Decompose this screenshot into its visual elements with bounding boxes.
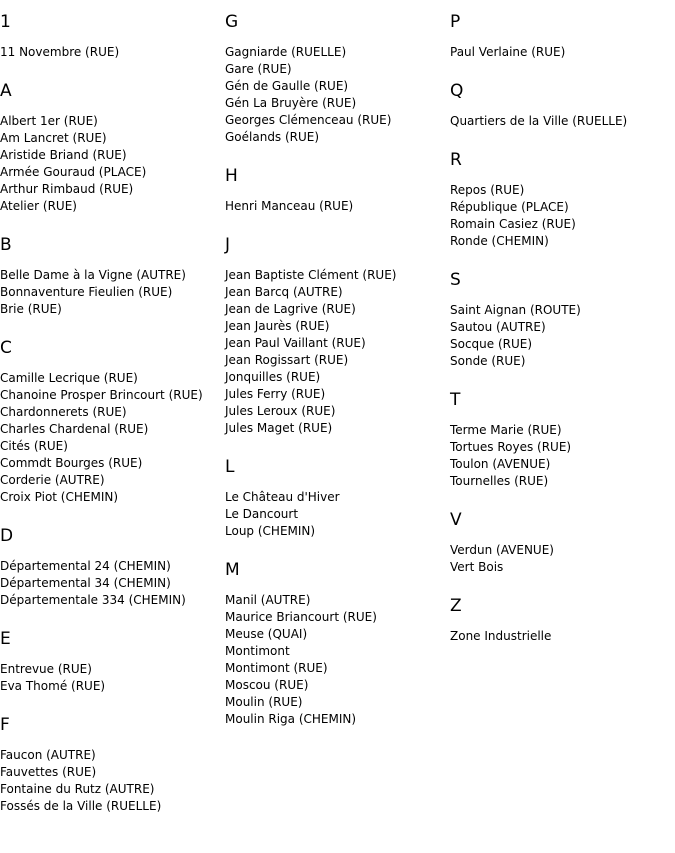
street-link[interactable]: Repos (RUE): [450, 183, 525, 197]
street-link[interactable]: Faucon (AUTRE): [0, 748, 96, 762]
street-link[interactable]: Jean Barcq (AUTRE): [225, 285, 343, 299]
street-link[interactable]: Fauvettes (RUE): [0, 765, 97, 779]
letter-section: [450, 81, 675, 130]
street-link[interactable]: Goélands (RUE): [225, 130, 320, 144]
street-link[interactable]: Départementale 334 (CHEMIN): [0, 593, 186, 607]
street-list: [0, 267, 225, 318]
street-list: [0, 44, 225, 61]
street-list: [450, 422, 675, 490]
street-list: [450, 182, 675, 250]
street-link[interactable]: Camille Lecrique (RUE): [0, 371, 138, 385]
street-link[interactable]: Le Château d'Hiver: [225, 490, 340, 504]
street-link[interactable]: Corderie (AUTRE): [0, 473, 105, 487]
street-link[interactable]: Jean Jaurès (RUE): [225, 319, 330, 333]
street-link[interactable]: Commdt Bourges (RUE): [0, 456, 143, 470]
street-link[interactable]: Meuse (QUAI): [225, 627, 308, 641]
section-letter: H: [225, 166, 238, 186]
letter-section: [225, 235, 450, 437]
street-link[interactable]: Jonquilles (RUE): [225, 370, 321, 384]
street-list: [225, 198, 450, 215]
street-link[interactable]: Départemental 34 (CHEMIN): [0, 576, 171, 590]
street-link[interactable]: Charles Chardenal (RUE): [0, 422, 149, 436]
street-link[interactable]: Am Lancret (RUE): [0, 131, 107, 145]
section-letter: D: [0, 526, 14, 546]
street-link[interactable]: Moscou (RUE): [225, 678, 309, 692]
street-link[interactable]: Tournelles (RUE): [450, 474, 549, 488]
street-link[interactable]: Aristide Briand (RUE): [0, 148, 127, 162]
street-link[interactable]: Gagniarde (RUELLE): [225, 45, 347, 59]
section-letter: E: [0, 629, 11, 649]
section-letter: C: [0, 338, 12, 358]
street-list: [225, 592, 450, 728]
street-link[interactable]: 11 Novembre (RUE): [0, 45, 120, 59]
section-letter: P: [450, 12, 461, 32]
street-link[interactable]: République (PLACE): [450, 200, 569, 214]
street-list: [0, 370, 225, 506]
street-link[interactable]: Eva Thomé (RUE): [0, 679, 106, 693]
letter-section: [0, 338, 225, 506]
street-link[interactable]: Chardonnerets (RUE): [0, 405, 127, 419]
section-letter: L: [225, 457, 235, 477]
letter-section: [450, 12, 675, 61]
street-list: [0, 558, 225, 609]
street-list: [450, 113, 675, 130]
street-link[interactable]: Gare (RUE): [225, 62, 292, 76]
street-list: [450, 44, 675, 61]
street-link[interactable]: Moulin Riga (CHEMIN): [225, 712, 357, 726]
letter-section: [225, 12, 450, 146]
street-link[interactable]: Fossés de la Ville (RUELLE): [0, 799, 162, 813]
street-link[interactable]: Le Dancourt: [225, 507, 299, 521]
street-link[interactable]: Romain Casiez (RUE): [450, 217, 576, 231]
street-link[interactable]: Zone Industrielle: [450, 629, 552, 643]
street-link[interactable]: Arthur Rimbaud (RUE): [0, 182, 134, 196]
street-link[interactable]: Chanoine Prosper Brincourt (RUE): [0, 388, 203, 402]
street-link[interactable]: Jean Rogissart (RUE): [225, 353, 349, 367]
street-link[interactable]: Toulon (AVENUE): [450, 457, 551, 471]
letter-section: [450, 596, 675, 645]
section-letter: A: [0, 81, 12, 101]
index-column: [225, 12, 450, 748]
street-link[interactable]: Jules Leroux (RUE): [225, 404, 336, 418]
section-letter: R: [450, 150, 462, 170]
street-link[interactable]: Jules Maget (RUE): [225, 421, 333, 435]
street-link[interactable]: Terme Marie (RUE): [450, 423, 562, 437]
letter-section: [450, 510, 675, 576]
section-letter: B: [0, 235, 12, 255]
street-link[interactable]: Entrevue (RUE): [0, 662, 92, 676]
street-link[interactable]: Jules Ferry (RUE): [225, 387, 326, 401]
street-link[interactable]: Vert Bois: [450, 560, 504, 574]
street-list: [225, 44, 450, 146]
street-list: [225, 267, 450, 437]
street-link[interactable]: Cités (RUE): [0, 439, 68, 453]
street-link[interactable]: Georges Clémenceau (RUE): [225, 113, 392, 127]
street-link[interactable]: Gén de Gaulle (RUE): [225, 79, 349, 93]
street-link[interactable]: Saint Aignan (ROUTE): [450, 303, 581, 317]
letter-section: [450, 270, 675, 370]
section-letter: F: [0, 715, 10, 735]
section-letter: Z: [450, 596, 462, 616]
street-link[interactable]: Belle Dame à la Vigne (AUTRE): [0, 268, 186, 282]
letter-section: [0, 629, 225, 695]
letter-section: [0, 526, 225, 609]
street-link[interactable]: Moulin (RUE): [225, 695, 303, 709]
street-link[interactable]: Henri Manceau (RUE): [225, 199, 354, 213]
letter-section: [0, 235, 225, 318]
street-link[interactable]: Albert 1er (RUE): [0, 114, 98, 128]
street-list: [450, 628, 675, 645]
letter-section: [225, 166, 450, 215]
section-letter: V: [450, 510, 462, 530]
street-list: [450, 302, 675, 370]
street-list: [0, 661, 225, 695]
street-link[interactable]: Tortues Royes (RUE): [450, 440, 572, 454]
letter-section: [225, 560, 450, 728]
street-link[interactable]: Jean Paul Vaillant (RUE): [225, 336, 366, 350]
street-link[interactable]: Manil (AUTRE): [225, 593, 311, 607]
street-link[interactable]: Départemental 24 (CHEMIN): [0, 559, 171, 573]
street-link[interactable]: Sautou (AUTRE): [450, 320, 546, 334]
index-column: [0, 12, 225, 835]
street-list: [0, 747, 225, 815]
street-link[interactable]: Jean de Lagrive (RUE): [225, 302, 356, 316]
section-letter: Q: [450, 81, 464, 101]
street-link[interactable]: Paul Verlaine (RUE): [450, 45, 566, 59]
street-link[interactable]: Atelier (RUE): [0, 199, 77, 213]
letter-section: [0, 12, 225, 61]
street-link[interactable]: Bonnaventure Fieulien (RUE): [0, 285, 173, 299]
street-link[interactable]: Montimont: [225, 644, 290, 658]
letter-section: [0, 715, 225, 815]
street-link[interactable]: Verdun (AVENUE): [450, 543, 554, 557]
section-letter: T: [450, 390, 461, 410]
street-list: [0, 113, 225, 215]
index-column: [450, 12, 675, 665]
section-letter: M: [225, 560, 240, 580]
letter-section: [0, 81, 225, 215]
street-link[interactable]: Brie (RUE): [0, 302, 62, 316]
street-link[interactable]: Gén La Bruyère (RUE): [225, 96, 357, 110]
section-letter: G: [225, 12, 239, 32]
letter-section: [225, 457, 450, 540]
street-link[interactable]: Loup (CHEMIN): [225, 524, 316, 538]
letter-section: [450, 390, 675, 490]
section-letter: J: [225, 235, 231, 255]
street-list: [450, 542, 675, 576]
street-link[interactable]: Quartiers de la Ville (RUELLE): [450, 114, 628, 128]
street-link[interactable]: Fontaine du Rutz (AUTRE): [0, 782, 155, 796]
street-link[interactable]: Croix Piot (CHEMIN): [0, 490, 119, 504]
section-letter: S: [450, 270, 461, 290]
street-link[interactable]: Ronde (CHEMIN): [450, 234, 549, 248]
street-list: [225, 489, 450, 540]
section-letter: 1: [0, 12, 11, 32]
street-link[interactable]: Montimont (RUE): [225, 661, 328, 675]
street-link[interactable]: Socque (RUE): [450, 337, 533, 351]
street-link[interactable]: Maurice Briancourt (RUE): [225, 610, 377, 624]
street-link[interactable]: Sonde (RUE): [450, 354, 526, 368]
street-link[interactable]: Armée Gouraud (PLACE): [0, 165, 147, 179]
letter-section: [450, 150, 675, 250]
street-link[interactable]: Jean Baptiste Clément (RUE): [225, 268, 397, 282]
